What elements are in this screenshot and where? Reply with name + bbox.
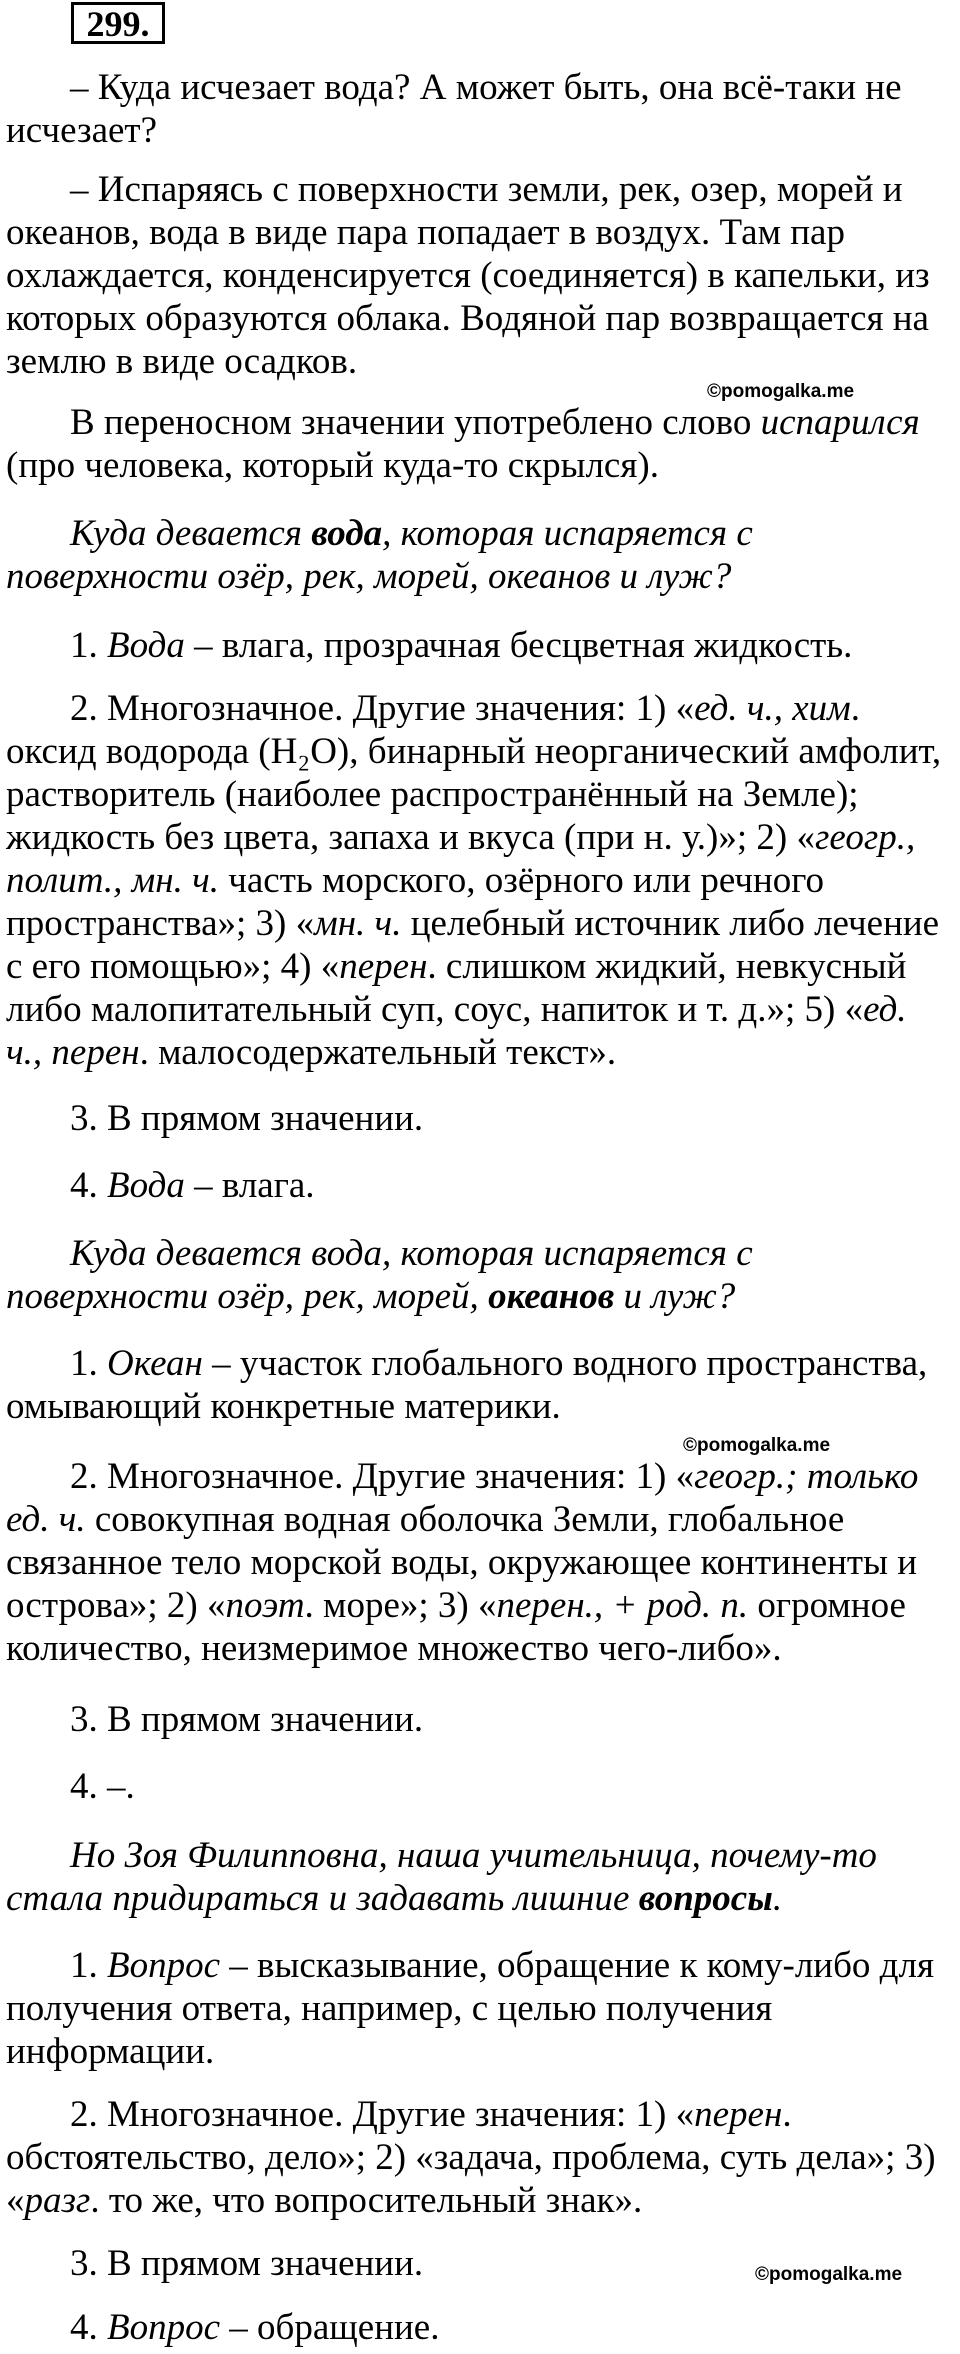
voda-item-1: 1. Вода – влага, прозрачная бесцветная жидкость. [70,625,853,666]
watermark: ©pomogalka.me [755,2264,903,2285]
okean-item-1: 1. Океан – участок глобального водного пространства, омывающий конкретные материки. [6,1343,928,1427]
voda-item-2: 2. Многозначное. Другие значения: 1) «ед. ч., хим. оксид водорода (H₂O), бинарный неорганический амфолит, растворитель (наиболее распространённый на Земле); жидкость без цвета, запаха и вкуса (при н. у.)»; 2) «геогр., полит., мн. ч. часть морского, озёрного или речного пространства»; 3) «мн. ч. целебный источник либо лечение с его помощью»; 4) «перен. слишком жидкий, невкусный либо малопитательный суп, соус, напиток и т. д.»; 5) «ед. ч., перен. малосодержательный текст». [6,688,942,1073]
okean-item-4: 4. –. [70,1766,135,1807]
voda-item-3: 3. В прямом значении. [70,1098,424,1139]
dialog-question: – Куда исчезает вода? А может быть, она всё-таки не исчезает? [6,67,902,151]
dialog-answer: – Испаряясь с поверхности земли, рек, озер, морей и океанов, вода в виде пара попадает в воздух. Там пар охлаждается, конденсируется (соединяется) в капельки, из которых образуются облака. Водяной пар возвращается на землю в виде осадков. [6,169,930,382]
okean-item-3: 3. В прямом значении. [70,1699,424,1740]
sentence-voda: Куда девается вода, которая испаряется с поверхности озёр, рек, морей, океанов и луж? [6,513,753,597]
sentence-okeanov: Куда девается вода, которая испаряется с поверхности озёр, рек, морей, океанов и луж? [6,1233,753,1317]
task-number: 299. [71,2,165,44]
okean-item-2: 2. Многозначное. Другие значения: 1) «геогр.; только ед. ч. совокупная водная оболочка Земли, глобальное связанное тело морской воды, окружающее континенты и острова»; 2) «поэт. море»; 3) «перен., + род. п. огромное количество, неизмеримое множество чего-либо». [6,1456,919,1669]
figurative-note: В переносном значении употреблено слово испарился (про человека, который куда-то скрылся). [6,402,920,486]
sentence-voprosy: Но Зоя Филипповна, наша учительница, почему-то стала придираться и задавать лишние вопросы. [6,1835,877,1919]
watermark: ©pomogalka.me [707,381,855,402]
watermark: ©pomogalka.me [683,1435,831,1456]
vopros-item-3: 3. В прямом значении. [70,2243,424,2284]
voda-item-4: 4. Вода – влага. [70,1165,315,1206]
vopros-item-1: 1. Вопрос – высказывание, обращение к кому-либо для получения ответа, например, с целью получения информации. [6,1945,934,2072]
vopros-item-4: 4. Вопрос – обращение. [70,2307,440,2348]
vopros-item-2: 2. Многозначное. Другие значения: 1) «перен. обстоятельство, дело»; 2) «задача, проблема, суть дела»; 3) «разг. то же, что вопросительный знак». [6,2094,936,2221]
